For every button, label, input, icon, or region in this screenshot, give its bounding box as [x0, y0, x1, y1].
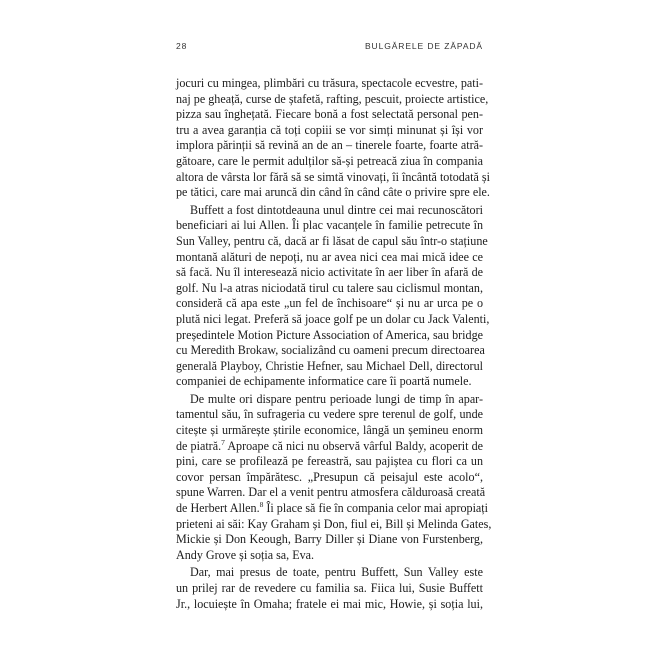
- text-line: altora de vârsta lor fără să se simtă vinovați, îi încântă totodată și: [176, 169, 490, 184]
- text-line: naj pe gheață, curse de ștafetă, rafting, pescuit, proiecte artistice,: [176, 91, 489, 106]
- text-line: prieteni ai săi: Kay Graham și Don, fiul ei, Bill și Melinda Gates,: [176, 516, 492, 531]
- text-line: președintele Motion Picture Association of America, sau bridge: [176, 327, 483, 342]
- footnote-ref: 8: [259, 500, 264, 510]
- text-line: citește și urmărește știrile economice, lângă un șemineu enorm: [176, 423, 483, 438]
- text-line: golf. Nu l-a atras niciodată tirul cu talere sau ciclismul montan,: [176, 280, 483, 295]
- text-line: tamentul său, în sufrageria cu vedere spre terenul de golf, unde: [176, 407, 483, 422]
- text-segment: Aproape că nici nu observă vârful Baldy, acoperit de: [224, 438, 483, 453]
- text-line: consideră că apa este „un fel de închisoare“ și nu ar urca pe o: [176, 296, 483, 311]
- text-line: implora părinții să revină an de an – tinerele foarte, foarte atră-: [176, 138, 483, 153]
- text-line-with-footnote: [176, 439, 483, 455]
- text-line: Andy Grove și soția sa, Eva.: [176, 547, 315, 562]
- paragraph: [176, 202, 490, 390]
- running-head: BULGĂRELE DE ZĂPADĂ: [364, 41, 483, 51]
- text-line: pizza sau înghețată. Fiecare bonă a fost selectată personal pen-: [176, 107, 483, 122]
- text-line: gătoare, care le permit adulților să-și petreacă ziua în compania: [176, 153, 483, 168]
- text-line: Sun Valley, pentru că, dacă ar fi lăsat de capul său într-o stațiune: [176, 233, 488, 248]
- text-segment: de piatră.: [176, 438, 222, 453]
- text-line: covor persan împărătesc. „Presupun că peisajul este acolo“,: [176, 469, 483, 484]
- text-line: să facă. Nu îl interesează nicio activitate în aer liber în afară de: [176, 265, 483, 280]
- text-line: De multe ori dispare pentru perioade lungi de timp în apar-: [190, 391, 483, 406]
- text-line: beneficiari ai lui Allen. Îi plac vacanțele în familie petrecute în: [176, 218, 483, 233]
- footnote-ref: 7: [221, 437, 225, 447]
- text-line: Dar, mai presus de toate, pentru Buffett, Sun Valley este: [190, 565, 483, 580]
- text-line: cu Meredith Brokaw, socializând cu oameni precum directoarea: [176, 343, 485, 358]
- text-line: Mickie și Don Keough, Barry Diller și Diane von Furstenberg,: [176, 532, 483, 547]
- text-line: generală Playboy, Christie Hefner, sau Michael Dell, directorul: [176, 358, 483, 373]
- text-segment: Îi place să fie în compania celor mai apropiați: [263, 501, 489, 516]
- text-line: tru a avea garanția că toți copiii se vor simți minunat și își vor: [176, 122, 483, 137]
- paragraph: [176, 76, 490, 201]
- text-line: spune Warren. Dar el a venit pentru atmosfera călduroasă creată: [176, 485, 486, 500]
- text-line: pini, care se profilează pe fereastră, sau pajiștea cu flori ca un: [176, 454, 483, 469]
- text-line: companiei de echipamente informatice care îi poartă numele.: [176, 374, 472, 389]
- text-line-with-footnote: [176, 500, 489, 517]
- text-line: montană alături de nepoți, nu ar avea nici cea mai mică idee ce: [176, 249, 483, 264]
- page-number: 28: [176, 41, 188, 51]
- paragraph: [176, 391, 492, 564]
- page-header: [176, 41, 483, 55]
- text-segment: de Herbert Allen.: [176, 501, 260, 516]
- text-line: un prilej rar de revedere cu familia sa. Fiica lui, Susie Buffett: [176, 581, 483, 595]
- text-line: jocuri cu mingea, plimbări cu trăsura, spectacole ecvestre, pati-: [176, 76, 483, 90]
- text-line: pe tătici, care mai aruncă din când în când câte o privire spre ele.: [176, 185, 490, 200]
- text-line: plută nici legat. Preferă să joace golf pe un dolar cu Jack Valenti,: [176, 311, 490, 326]
- text-line: Jr., locuiește în Omaha; fratele ei mai mic, Howie, și soția lui,: [176, 596, 483, 611]
- body-text: [176, 76, 492, 612]
- text-line: Buffett a fost dintotdeauna unul dintre cei mai recunoscători: [190, 202, 483, 217]
- paragraph: [176, 565, 483, 612]
